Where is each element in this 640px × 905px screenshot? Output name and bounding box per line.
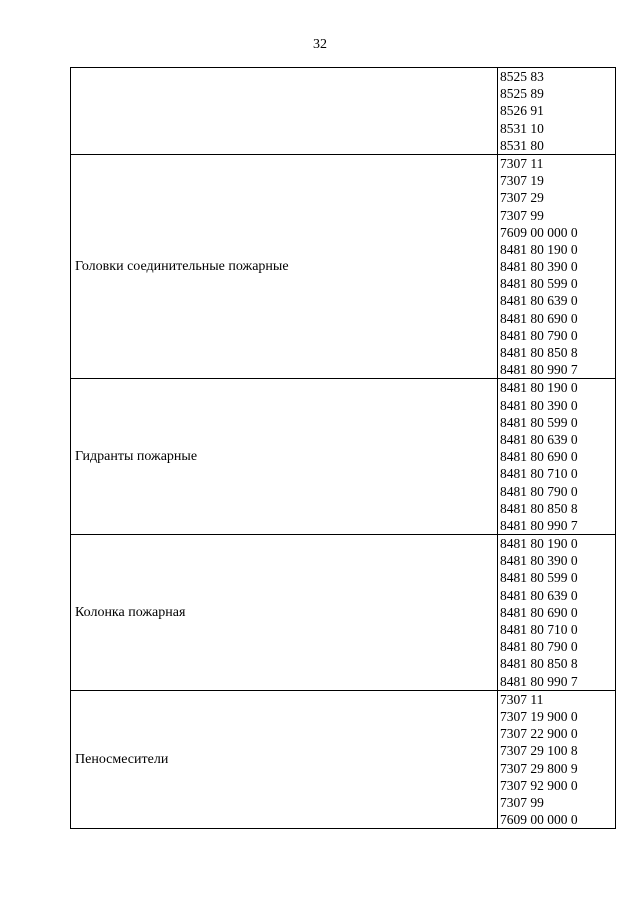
code-value: 7307 92 900 0 [500, 777, 578, 793]
code-value: 8481 80 710 0 [500, 622, 578, 637]
product-name-cell [71, 68, 498, 155]
codes-cell [498, 379, 616, 535]
code-value: 8481 80 639 0 [500, 431, 578, 447]
table-body [71, 68, 616, 829]
code-value: 8481 80 850 8 [500, 345, 578, 360]
code-value: 8481 80 599 0 [500, 570, 578, 586]
code-value: 7609 00 000 0 [500, 224, 578, 240]
page-number: 32 [313, 37, 327, 52]
code-value: 7609 00 000 0 [500, 812, 578, 828]
table-row [71, 690, 616, 829]
code-value: 7307 11 [500, 155, 544, 171]
code-value: 8481 80 390 0 [500, 553, 578, 569]
product-name-cell: Колонка пожарная [71, 535, 498, 691]
code-value: 7307 19 [500, 173, 544, 189]
code-value: 8481 80 190 0 [500, 380, 578, 396]
code-value: 8531 10 [500, 120, 544, 136]
code-value: 8481 80 599 0 [500, 276, 578, 292]
code-value: 8481 80 390 0 [500, 259, 578, 275]
codes-cell [498, 68, 616, 155]
code-value: 7307 99 [500, 794, 544, 810]
code-value: 8481 80 850 8 [500, 500, 578, 516]
table-row [71, 68, 616, 155]
product-name-cell: Гидранты пожарные [71, 379, 498, 535]
code-value: 8481 80 990 7 [500, 362, 578, 378]
code-value: 8481 80 990 7 [500, 517, 578, 533]
code-value: 7307 29 800 9 [500, 760, 578, 776]
table-row [71, 379, 616, 535]
code-value: 8481 80 710 0 [500, 466, 578, 482]
code-value: 8526 91 [500, 103, 544, 119]
code-value: 8525 83 [500, 69, 544, 84]
code-value: 7307 19 900 0 [500, 708, 578, 724]
code-value: 8481 80 790 0 [500, 483, 578, 499]
code-value: 7307 99 [500, 207, 544, 223]
code-value: 8481 80 990 7 [500, 673, 578, 689]
code-value: 8481 80 790 0 [500, 327, 578, 343]
code-value: 8481 80 639 0 [500, 293, 578, 309]
codes-cell [498, 535, 616, 691]
code-value: 8481 80 390 0 [500, 397, 578, 413]
codes-table [70, 67, 616, 829]
code-value: 8481 80 790 0 [500, 639, 578, 655]
code-value: 8525 89 [500, 86, 544, 102]
code-value: 7307 11 [500, 691, 544, 707]
product-name-cell: Головки соединительные пожарные [71, 154, 498, 378]
code-value: 8481 80 190 0 [500, 536, 578, 552]
code-value: 8481 80 599 0 [500, 414, 578, 430]
codes-cell [498, 154, 616, 378]
code-value: 8481 80 850 8 [500, 656, 578, 672]
code-value: 8531 80 [500, 137, 544, 153]
code-value: 8481 80 690 0 [500, 310, 578, 326]
table-row [71, 154, 616, 378]
codes-cell [498, 690, 616, 829]
product-name-cell: Пеносмесители [71, 690, 498, 829]
table-row [71, 535, 616, 691]
code-value: 7307 22 900 0 [500, 726, 578, 742]
code-value: 8481 80 690 0 [500, 604, 578, 620]
code-value: 8481 80 190 0 [500, 241, 578, 257]
code-value: 7307 29 100 8 [500, 743, 578, 759]
code-value: 8481 80 690 0 [500, 449, 578, 465]
code-value: 8481 80 639 0 [500, 587, 578, 603]
code-value: 7307 29 [500, 190, 544, 206]
